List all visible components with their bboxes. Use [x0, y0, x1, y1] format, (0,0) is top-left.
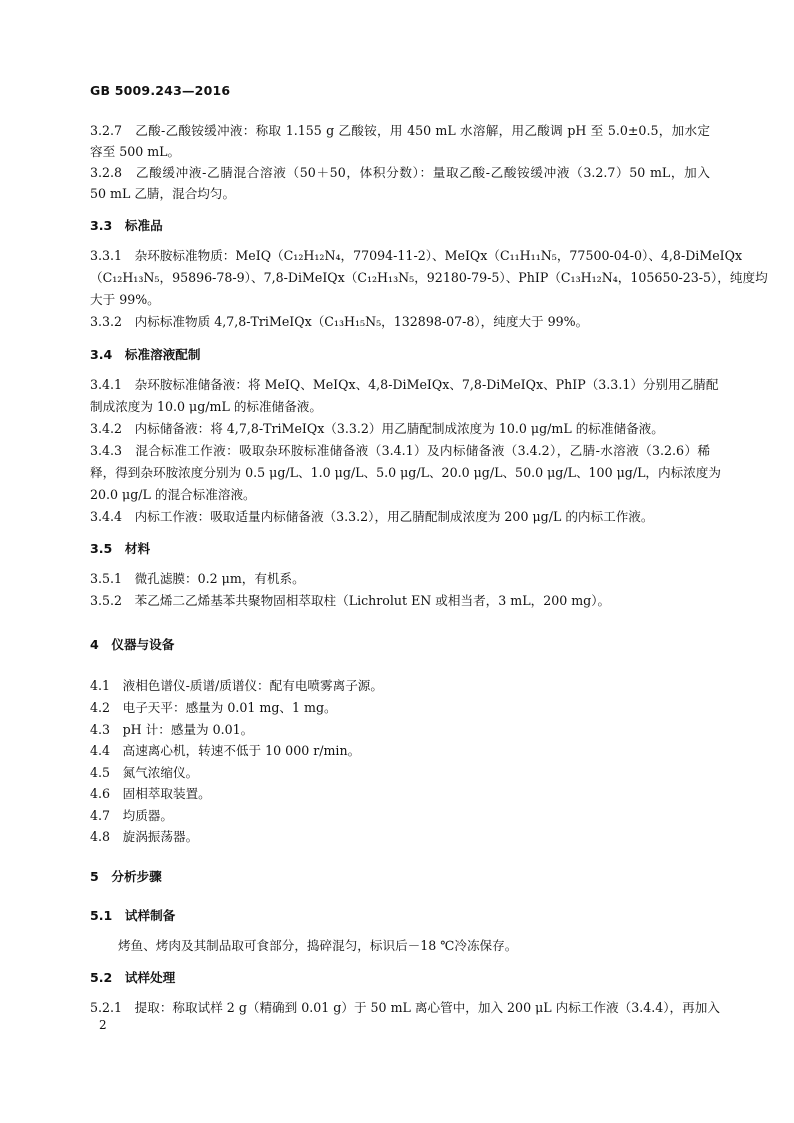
- text-line: 4.2 电子天平：感量为 0.01 mg、1 mg。: [90, 700, 337, 715]
- text-line: 4.5 氮气浓缩仪。: [90, 765, 199, 780]
- text-line: 4.6 固相萃取装置。: [90, 786, 211, 801]
- section-heading: 3.4 标准溶液配制: [90, 347, 201, 362]
- text-line: 3.2.7 乙酸-乙酸铵缓冲液：称取 1.155 g 乙酸铵，用 450 mL 水溶解，用乙酸调 pH 至 5.0±0.5，加水定: [90, 123, 710, 138]
- text-line: 3.5.1 微孔滤膜：0.2 μm，有机系。: [90, 571, 305, 586]
- text-line: 大于 99%。: [90, 292, 160, 307]
- text-line: 3.3.1 杂环胺标准物质：MeIQ（C₁₂H₁₂N₄，77094-11-2）、MeIQx（C₁₁H₁₁N₅，77500-04-0）、4,8-DiMeIQx: [90, 248, 743, 263]
- text-line: 50 mL 乙腈，混合均匀。: [90, 186, 236, 201]
- text-line: 3.4.1 杂环胺标准储备液：将 MeIQ、MeIQx、4,8-DiMeIQx、7,8-DiMeIQx、PhIP（3.3.1）分别用乙腈配: [90, 377, 719, 392]
- section-heading: 5.2 试样处理: [90, 970, 176, 985]
- text-line: （C₁₂H₁₃N₅，95896-78-9）、7,8-DiMeIQx（C₁₂H₁₃N₅，92180-79-5）、PhIP（C₁₃H₁₂N₄，105650-23-5），纯度均: [90, 270, 768, 285]
- text-line: 3.4.2 内标储备液：将 4,7,8-TriMeIQx（3.3.2）用乙腈配制成浓度为 10.0 μg/mL 的标准储备液。: [90, 421, 664, 436]
- text-line: 4.1 液相色谱仪-质谱/质谱仪：配有电喷雾离子源。: [90, 678, 383, 693]
- text-line: 20.0 μg/L 的混合标准溶液。: [90, 487, 256, 502]
- text-line: 3.5.2 苯乙烯二乙烯基苯共聚物固相萃取柱（Lichrolut EN 或相当者，3 mL，200 mg）。: [90, 593, 611, 608]
- section-heading: 5.1 试样制备: [90, 908, 176, 923]
- chapter-heading: 4 仪器与设备: [90, 637, 175, 652]
- text-line: 5.2.1 提取：称取试样 2 g（精确到 0.01 g）于 50 mL 离心管中，加入 200 μL 内标工作液（3.4.4），再加入: [90, 1000, 720, 1015]
- text-line: 3.2.8 乙酸缓冲液-乙腈混合溶液（50＋50，体积分数）：量取乙酸-乙酸铵缓冲液（3.2.7）50 mL，加入: [90, 165, 710, 180]
- text-line: 4.7 均质器。: [90, 808, 173, 823]
- page-number: 2: [99, 1018, 107, 1032]
- text-line: 烤鱼、烤肉及其制品取可食部分，捣碎混匀，标识后－18 ℃冷冻保存。: [118, 938, 518, 953]
- section-heading: 3.3 标准品: [90, 218, 163, 233]
- chapter-heading: 5 分析步骤: [90, 869, 162, 884]
- text-line: 4.4 高速离心机，转速不低于 10 000 r/min。: [90, 743, 361, 758]
- text-line: 4.8 旋涡振荡器。: [90, 829, 199, 844]
- text-line: 3.3.2 内标标准物质 4,7,8-TriMeIQx（C₁₃H₁₅N₅，132898-07-8），纯度大于 99%。: [90, 314, 589, 329]
- text-line: 4.3 pH 计：感量为 0.01。: [90, 722, 254, 737]
- text-line: 制成浓度为 10.0 μg/mL 的标准储备液。: [90, 399, 322, 414]
- text-line: 3.4.4 内标工作液：吸取适量内标储备液（3.3.2），用乙腈配制成浓度为 200 μg/L 的内标工作液。: [90, 509, 654, 524]
- standard-header: GB 5009.243—2016: [90, 83, 231, 98]
- text-line: 释，得到杂环胺浓度分别为 0.5 μg/L、1.0 μg/L、5.0 μg/L、20.0 μg/L、50.0 μg/L、100 μg/L，内标浓度为: [90, 465, 721, 480]
- text-line: 3.4.3 混合标准工作液：吸取杂环胺标准储备液（3.4.1）及内标储备液（3.4.2），乙腈-水溶液（3.2.6）稀: [90, 443, 710, 458]
- text-line: 容至 500 mL。: [90, 144, 181, 159]
- section-heading: 3.5 材料: [90, 541, 151, 556]
